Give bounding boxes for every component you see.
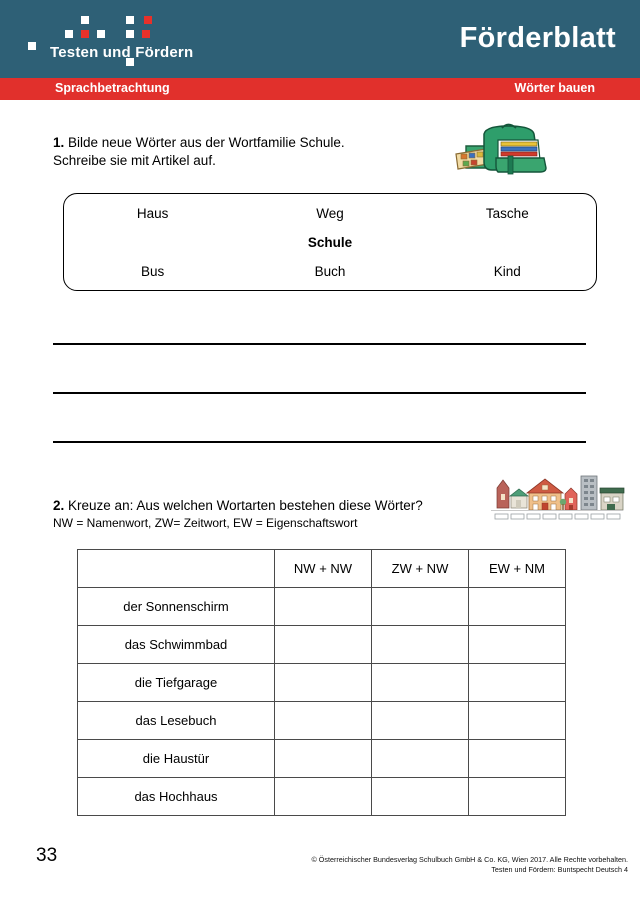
exercise-1-instruction <box>53 134 453 170</box>
word-row-center <box>64 235 596 250</box>
checkbox-cell[interactable] <box>372 588 469 626</box>
table-header-cell: ZW + NW <box>372 550 469 588</box>
answer-line[interactable] <box>53 441 586 443</box>
checkbox-cell[interactable] <box>469 626 566 664</box>
table-row-label: die Haustür <box>78 740 275 778</box>
checkbox-cell[interactable] <box>275 664 372 702</box>
dot-grid-logo-icon <box>81 16 89 24</box>
word-row-bottom <box>64 264 596 279</box>
word-chip: Haus <box>136 206 169 221</box>
word-chip: Buch <box>314 264 346 279</box>
checkbox-cell[interactable] <box>469 778 566 816</box>
dot-grid-logo-icon <box>28 42 36 50</box>
table-row <box>78 588 566 626</box>
table-header-cell <box>78 550 275 588</box>
footer-credits <box>208 855 628 875</box>
dot-grid-logo-icon <box>126 30 134 38</box>
table-header-row <box>78 550 566 588</box>
table-row-label: die Tiefgarage <box>78 664 275 702</box>
checkbox-cell[interactable] <box>275 588 372 626</box>
page-title: Förderblatt <box>459 22 616 54</box>
checkbox-cell[interactable] <box>469 702 566 740</box>
schoolbag-icon <box>452 118 564 178</box>
page-header <box>0 0 640 78</box>
table-row-label: der Sonnenschirm <box>78 588 275 626</box>
exercise-2-instruction <box>53 497 498 532</box>
topic-label: Wörter bauen <box>514 81 595 95</box>
word-chip: Kind <box>493 264 521 279</box>
table-header-cell: EW + NM <box>469 550 566 588</box>
answer-line[interactable] <box>53 392 586 394</box>
table-row <box>78 664 566 702</box>
dot-grid-logo-icon <box>81 30 89 38</box>
word-family-box <box>63 193 597 291</box>
page-number: 33 <box>36 845 58 866</box>
source-text: Testen und Fördern: Buntspecht Deutsch 4 <box>491 865 628 874</box>
checkbox-cell[interactable] <box>372 740 469 778</box>
exercise-2-legend: NW = Namenwort, ZW= Zeitwort, EW = Eigenschaftswort <box>53 516 358 530</box>
checkbox-cell[interactable] <box>372 664 469 702</box>
checkbox-cell[interactable] <box>275 626 372 664</box>
word-type-table <box>77 549 566 816</box>
exercise-1-line-1: Bilde neue Wörter aus der Wortfamilie Schule. <box>68 135 345 150</box>
subject-label: Sprachbetrachtung <box>55 81 170 95</box>
table-row <box>78 702 566 740</box>
dot-grid-logo-icon <box>97 30 105 38</box>
table-row <box>78 740 566 778</box>
word-chip: Tasche <box>485 206 529 221</box>
word-chip: Weg <box>316 206 344 221</box>
exercise-1-line-2: Schreibe sie mit Artikel auf. <box>53 153 216 168</box>
word-chip: Bus <box>141 264 165 279</box>
dot-grid-logo-icon <box>65 30 73 38</box>
subject-bar <box>0 78 640 100</box>
table-header-cell: NW + NW <box>275 550 372 588</box>
checkbox-cell[interactable] <box>372 702 469 740</box>
table-row-label: das Schwimmbad <box>78 626 275 664</box>
exercise-2-number: 2. <box>53 498 65 513</box>
dot-grid-logo-icon <box>126 16 134 24</box>
houses-row-icon <box>489 470 629 522</box>
table-row <box>78 626 566 664</box>
word-family-root: Schule <box>307 235 353 250</box>
checkbox-cell[interactable] <box>469 740 566 778</box>
brand-name: Testen und Fördern <box>50 44 194 61</box>
checkbox-cell[interactable] <box>275 702 372 740</box>
checkbox-cell[interactable] <box>275 740 372 778</box>
checkbox-cell[interactable] <box>275 778 372 816</box>
table-row <box>78 778 566 816</box>
checkbox-cell[interactable] <box>469 588 566 626</box>
dot-grid-logo-icon <box>144 16 152 24</box>
answer-line[interactable] <box>53 343 586 345</box>
table-row-label: das Hochhaus <box>78 778 275 816</box>
exercise-1-number: 1. <box>53 135 65 150</box>
copyright-text: © Österreichischer Bundesverlag Schulbuch GmbH & Co. KG, Wien 2017. Alle Rechte vorbehalten. <box>311 855 628 864</box>
dot-grid-logo-icon <box>142 30 150 38</box>
table-row-label: das Lesebuch <box>78 702 275 740</box>
brand-logo <box>28 8 258 74</box>
checkbox-cell[interactable] <box>372 778 469 816</box>
checkbox-cell[interactable] <box>372 626 469 664</box>
exercise-2-prompt: Kreuze an: Aus welchen Wortarten bestehen diese Wörter? <box>68 498 423 513</box>
word-row-top <box>64 206 596 221</box>
checkbox-cell[interactable] <box>469 664 566 702</box>
